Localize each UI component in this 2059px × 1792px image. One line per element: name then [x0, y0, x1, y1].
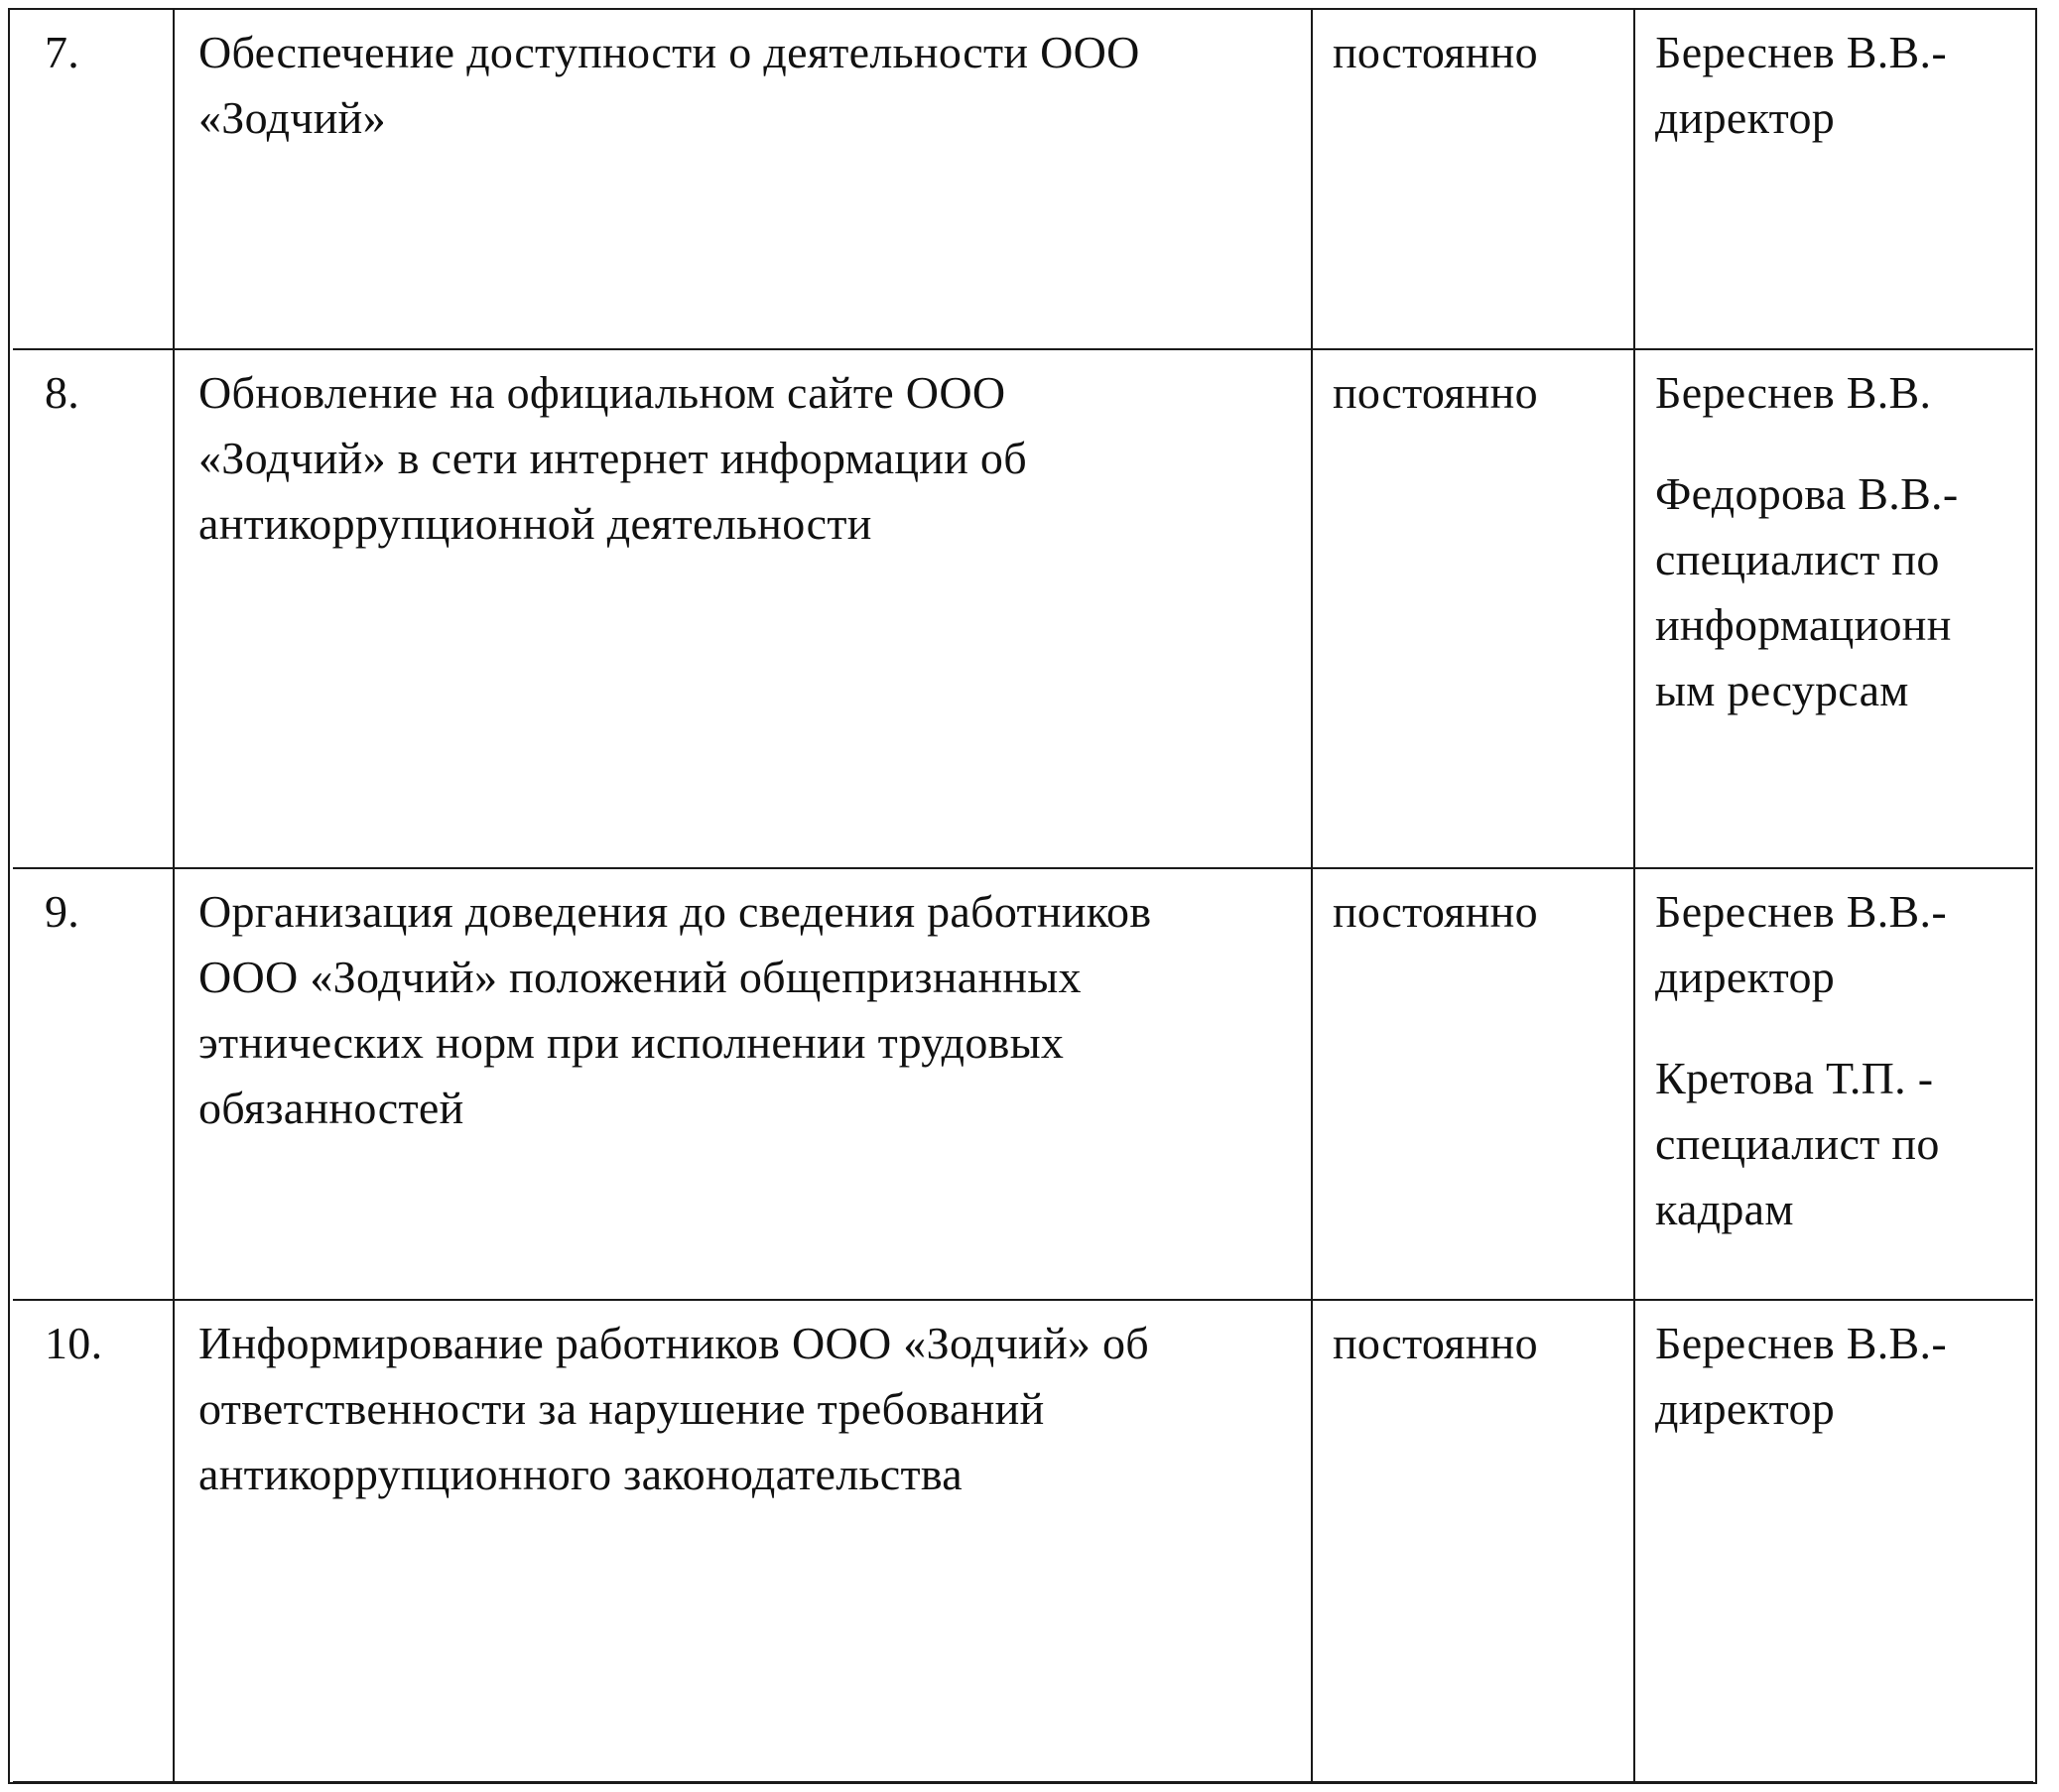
- row-number: 7.: [45, 27, 80, 77]
- responsible-line: ым ресурсам: [1655, 665, 1909, 715]
- responsible-list: [1635, 10, 2033, 151]
- responsible-line: Береснев В.В.: [1655, 367, 1932, 418]
- term-text: постоянно: [1333, 27, 1538, 77]
- responsible-line: информационн: [1655, 599, 1952, 650]
- activity-cell: [174, 1300, 1312, 1782]
- activity-line: этнических норм при исполнении трудовых: [198, 1017, 1065, 1068]
- responsible-line: специалист по: [1655, 1118, 1940, 1169]
- activity-line: «Зодчий» в сети интернет информации об: [198, 433, 1027, 483]
- activity-line: Обеспечение доступности о деятельности ООО: [198, 27, 1140, 77]
- table-row: [13, 10, 2033, 349]
- activity-text: [175, 869, 1311, 1141]
- responsible-line: Береснев В.В.-: [1655, 1318, 1947, 1368]
- responsible-line: специалист по: [1655, 534, 1940, 584]
- activity-line: ответственности за нарушение требований: [198, 1383, 1045, 1434]
- responsible-list: [1635, 1301, 2033, 1442]
- responsible-person: [1655, 879, 2023, 1010]
- responsible-person: [1655, 1046, 2023, 1242]
- activity-line: антикоррупционного законодательства: [198, 1449, 963, 1499]
- responsible-person: [1655, 360, 2023, 426]
- activity-cell: [174, 349, 1312, 868]
- responsible-line: кадрам: [1655, 1184, 1794, 1234]
- row-number: 9.: [45, 886, 80, 937]
- responsible-cell: [1634, 349, 2033, 868]
- responsible-line: Береснев В.В.-: [1655, 27, 1947, 77]
- responsible-cell: [1634, 1300, 2033, 1782]
- activity-line: «Зодчий»: [198, 92, 386, 143]
- activity-text: [175, 350, 1311, 557]
- activity-line: Организация доведения до сведения работников: [198, 886, 1152, 937]
- term-cell: [1312, 1300, 1634, 1782]
- responsible-line: директор: [1655, 1383, 1836, 1434]
- responsible-list: [1635, 869, 2033, 1242]
- responsible-person: [1655, 20, 2023, 151]
- document-page: [8, 8, 2037, 1784]
- row-number-cell: [13, 349, 174, 868]
- row-number: 8.: [45, 367, 80, 418]
- row-number-cell: [13, 1300, 174, 1782]
- responsible-line: Федорова В.В.-: [1655, 468, 1959, 519]
- responsible-person: [1655, 1311, 2023, 1442]
- term-cell: [1312, 10, 1634, 349]
- responsible-cell: [1634, 10, 2033, 349]
- responsible-line: Береснев В.В.-: [1655, 886, 1947, 937]
- table-row: [13, 1300, 2033, 1782]
- term-text: постоянно: [1333, 886, 1538, 937]
- measures-table: [13, 10, 2033, 1783]
- activity-line: обязанностей: [198, 1083, 464, 1133]
- activity-cell: [174, 10, 1312, 349]
- term-text: постоянно: [1333, 1318, 1538, 1368]
- row-number-cell: [13, 10, 174, 349]
- term-text: постоянно: [1333, 367, 1538, 418]
- activity-text: [175, 10, 1311, 151]
- term-cell: [1312, 868, 1634, 1300]
- activity-line: ООО «Зодчий» положений общепризнанных: [198, 952, 1082, 1002]
- table-row: [13, 868, 2033, 1300]
- responsible-line: директор: [1655, 952, 1836, 1002]
- activity-line: антикоррупционной деятельности: [198, 498, 872, 549]
- responsible-cell: [1634, 868, 2033, 1300]
- responsible-line: директор: [1655, 92, 1836, 143]
- activity-cell: [174, 868, 1312, 1300]
- responsible-list: [1635, 350, 2033, 723]
- responsible-person: [1655, 461, 2023, 723]
- activity-text: [175, 1301, 1311, 1507]
- table-row: [13, 349, 2033, 868]
- row-number-cell: [13, 868, 174, 1300]
- term-cell: [1312, 349, 1634, 868]
- row-number: 10.: [45, 1318, 103, 1368]
- activity-line: Обновление на официальном сайте ООО: [198, 367, 1006, 418]
- responsible-line: Кретова Т.П. -: [1655, 1053, 1934, 1103]
- activity-line: Информирование работников ООО «Зодчий» об: [198, 1318, 1149, 1368]
